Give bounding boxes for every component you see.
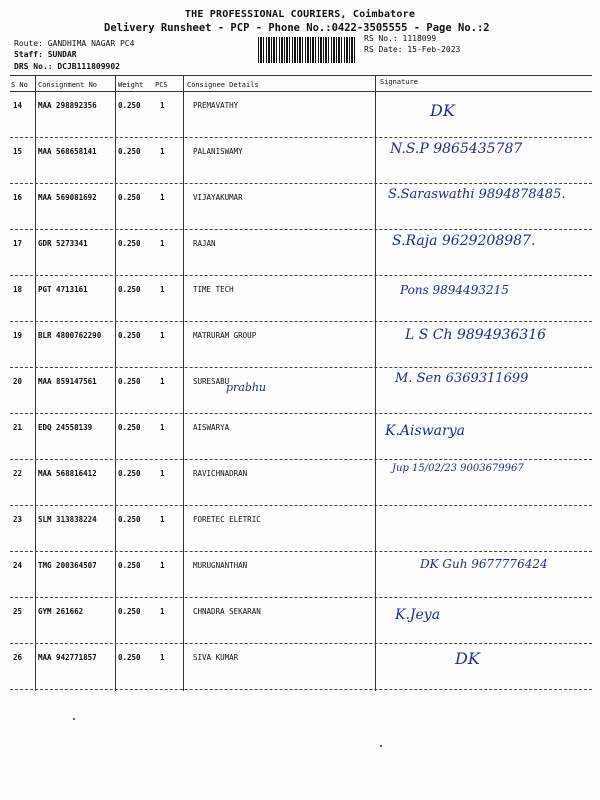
column-header-pcs: PCS — [155, 81, 168, 89]
row-consignment-no: MAA 942771857 — [38, 653, 97, 662]
row-weight: 0.250 — [118, 653, 141, 662]
row-consignment-no: GDR 5273341 — [38, 239, 88, 248]
row-consignee: RAJAN — [193, 239, 216, 248]
row-sno: 26 — [13, 653, 23, 662]
row-signature: S.Raja 9629208987. — [392, 233, 536, 249]
row-consignment-no: PGT 4713161 — [38, 285, 88, 294]
row-pcs: 1 — [160, 239, 165, 248]
runsheet-title: THE PROFESSIONAL COURIERS, Coimbatore — [184, 9, 416, 20]
row-weight: 0.250 — [118, 331, 141, 340]
col-divider — [183, 75, 184, 691]
row-consignment-no: MAA 568816412 — [38, 469, 97, 478]
rs-number: RS No.: 1118099 — [364, 34, 437, 43]
row-weight: 0.250 — [118, 193, 141, 202]
row-consignment-no: EDQ 24558139 — [38, 423, 93, 432]
column-header-sno: S No — [11, 81, 28, 89]
table-header-border — [10, 91, 592, 92]
row-pcs: 1 — [160, 515, 165, 524]
row-consignee: RAVICHNADRAN — [193, 469, 248, 478]
row-signature: N.S.P 9865435787 — [390, 141, 523, 157]
row-consignee: FORETEC ELETRIC — [193, 515, 261, 524]
row-divider — [10, 183, 592, 184]
row-consignment-no: GYM 261662 — [38, 607, 84, 616]
rs-date: RS Date: 15-Feb-2023 — [364, 45, 461, 54]
row-consignment-no: BLR 4800762290 — [38, 331, 102, 340]
row-weight: 0.250 — [118, 377, 141, 386]
row-divider — [10, 367, 592, 368]
row-signature: DK — [430, 101, 455, 120]
row-signature: K.Aiswarya — [385, 423, 465, 439]
row-weight: 0.250 — [118, 239, 141, 248]
row-divider — [10, 689, 592, 690]
row-signature: Jup 15/02/23 9003679967 — [392, 463, 524, 474]
row-pcs: 1 — [160, 561, 165, 570]
row-weight: 0.250 — [118, 101, 141, 110]
row-pcs: 1 — [160, 423, 165, 432]
row-signature: DK — [455, 649, 480, 668]
row-consignment-no: MAA 298892356 — [38, 101, 97, 110]
row-consignee: MURUGNANTHAN — [193, 561, 248, 570]
row-sno: 24 — [13, 561, 23, 570]
column-header-consignment: Consignment No — [38, 81, 98, 89]
row-divider — [10, 413, 592, 414]
row-signature: M. Sen 6369311699 — [395, 371, 529, 386]
row-consignment-no: TMG 200364507 — [38, 561, 97, 570]
row-sno: 25 — [13, 607, 23, 616]
row-pcs: 1 — [160, 101, 165, 110]
staff-label: Staff: SUNDAR — [14, 50, 77, 59]
runsheet-subtitle: Delivery Runsheet - PCP - Phone No.:0422-3505555 - Page No.:2 — [104, 22, 490, 34]
row-sno: 14 — [13, 101, 23, 110]
row-sno: 20 — [13, 377, 23, 386]
column-header-weight: Weight — [118, 81, 144, 89]
drs-number: DRS No.: DCJB111809902 — [14, 62, 120, 71]
row-pcs: 1 — [160, 653, 165, 662]
row-weight: 0.250 — [118, 147, 141, 156]
row-divider — [10, 643, 592, 644]
col-divider — [375, 75, 376, 691]
row-sno: 18 — [13, 285, 23, 294]
row-weight: 0.250 — [118, 515, 141, 524]
row-sno: 21 — [13, 423, 23, 432]
table-top-border — [10, 75, 592, 76]
row-signature: DK Guh 9677776424 — [420, 557, 548, 571]
row-consignment-no: MAA 859147561 — [38, 377, 97, 386]
row-divider — [10, 321, 592, 322]
row-signature-note: prabhu — [226, 381, 267, 394]
column-header-signature: Signature — [380, 78, 418, 86]
row-consignee: SIVA KUMAR — [193, 653, 239, 662]
row-sno: 15 — [13, 147, 23, 156]
row-consignee: PALANISWAMY — [193, 147, 243, 156]
row-divider — [10, 551, 592, 552]
row-divider — [10, 137, 592, 138]
row-divider — [10, 459, 592, 460]
row-pcs: 1 — [160, 285, 165, 294]
row-pcs: 1 — [160, 377, 165, 386]
scan-speck — [73, 718, 75, 720]
row-pcs: 1 — [160, 331, 165, 340]
row-pcs: 1 — [160, 147, 165, 156]
row-divider — [10, 505, 592, 506]
row-consignment-no: MAA 568658141 — [38, 147, 97, 156]
row-sno: 23 — [13, 515, 23, 524]
row-sno: 16 — [13, 193, 23, 202]
row-consignee: TIME TECH — [193, 285, 234, 294]
row-divider — [10, 275, 592, 276]
row-pcs: 1 — [160, 607, 165, 616]
column-header-consignee: Consignee Details — [187, 81, 259, 89]
row-signature: K.Jeya — [395, 607, 441, 623]
row-consignee: MATRURAM GROUP — [193, 331, 257, 340]
row-sno: 19 — [13, 331, 23, 340]
row-sno: 22 — [13, 469, 23, 478]
row-pcs: 1 — [160, 193, 165, 202]
row-consignee: PREMAVATHY — [193, 101, 239, 110]
row-pcs: 1 — [160, 469, 165, 478]
row-consignment-no: MAA 569081692 — [38, 193, 97, 202]
col-divider — [115, 75, 116, 691]
row-weight: 0.250 — [118, 469, 141, 478]
route-label: Route: GANDHIMA NAGAR PC4 — [14, 39, 135, 48]
row-weight: 0.250 — [118, 607, 141, 616]
row-signature: L S Ch 9894936316 — [405, 327, 547, 343]
row-consignee: AISWARYA — [193, 423, 230, 432]
row-consignee: VIJAYAKUMAR — [193, 193, 243, 202]
row-sno: 17 — [13, 239, 23, 248]
row-consignment-no: SLM 313838224 — [38, 515, 97, 524]
row-consignee: CHNADRA SEKARAN — [193, 607, 261, 616]
row-weight: 0.250 — [118, 561, 141, 570]
barcode — [258, 37, 357, 63]
row-signature: Pons 9894493215 — [400, 283, 509, 297]
row-weight: 0.250 — [118, 285, 141, 294]
row-consignee: SURESABU — [193, 377, 230, 386]
row-weight: 0.250 — [118, 423, 141, 432]
row-divider — [10, 597, 592, 598]
row-signature: S.Saraswathi 9894878485. — [388, 187, 566, 202]
row-divider — [10, 229, 592, 230]
col-divider — [35, 75, 36, 691]
scan-speck — [380, 745, 382, 747]
